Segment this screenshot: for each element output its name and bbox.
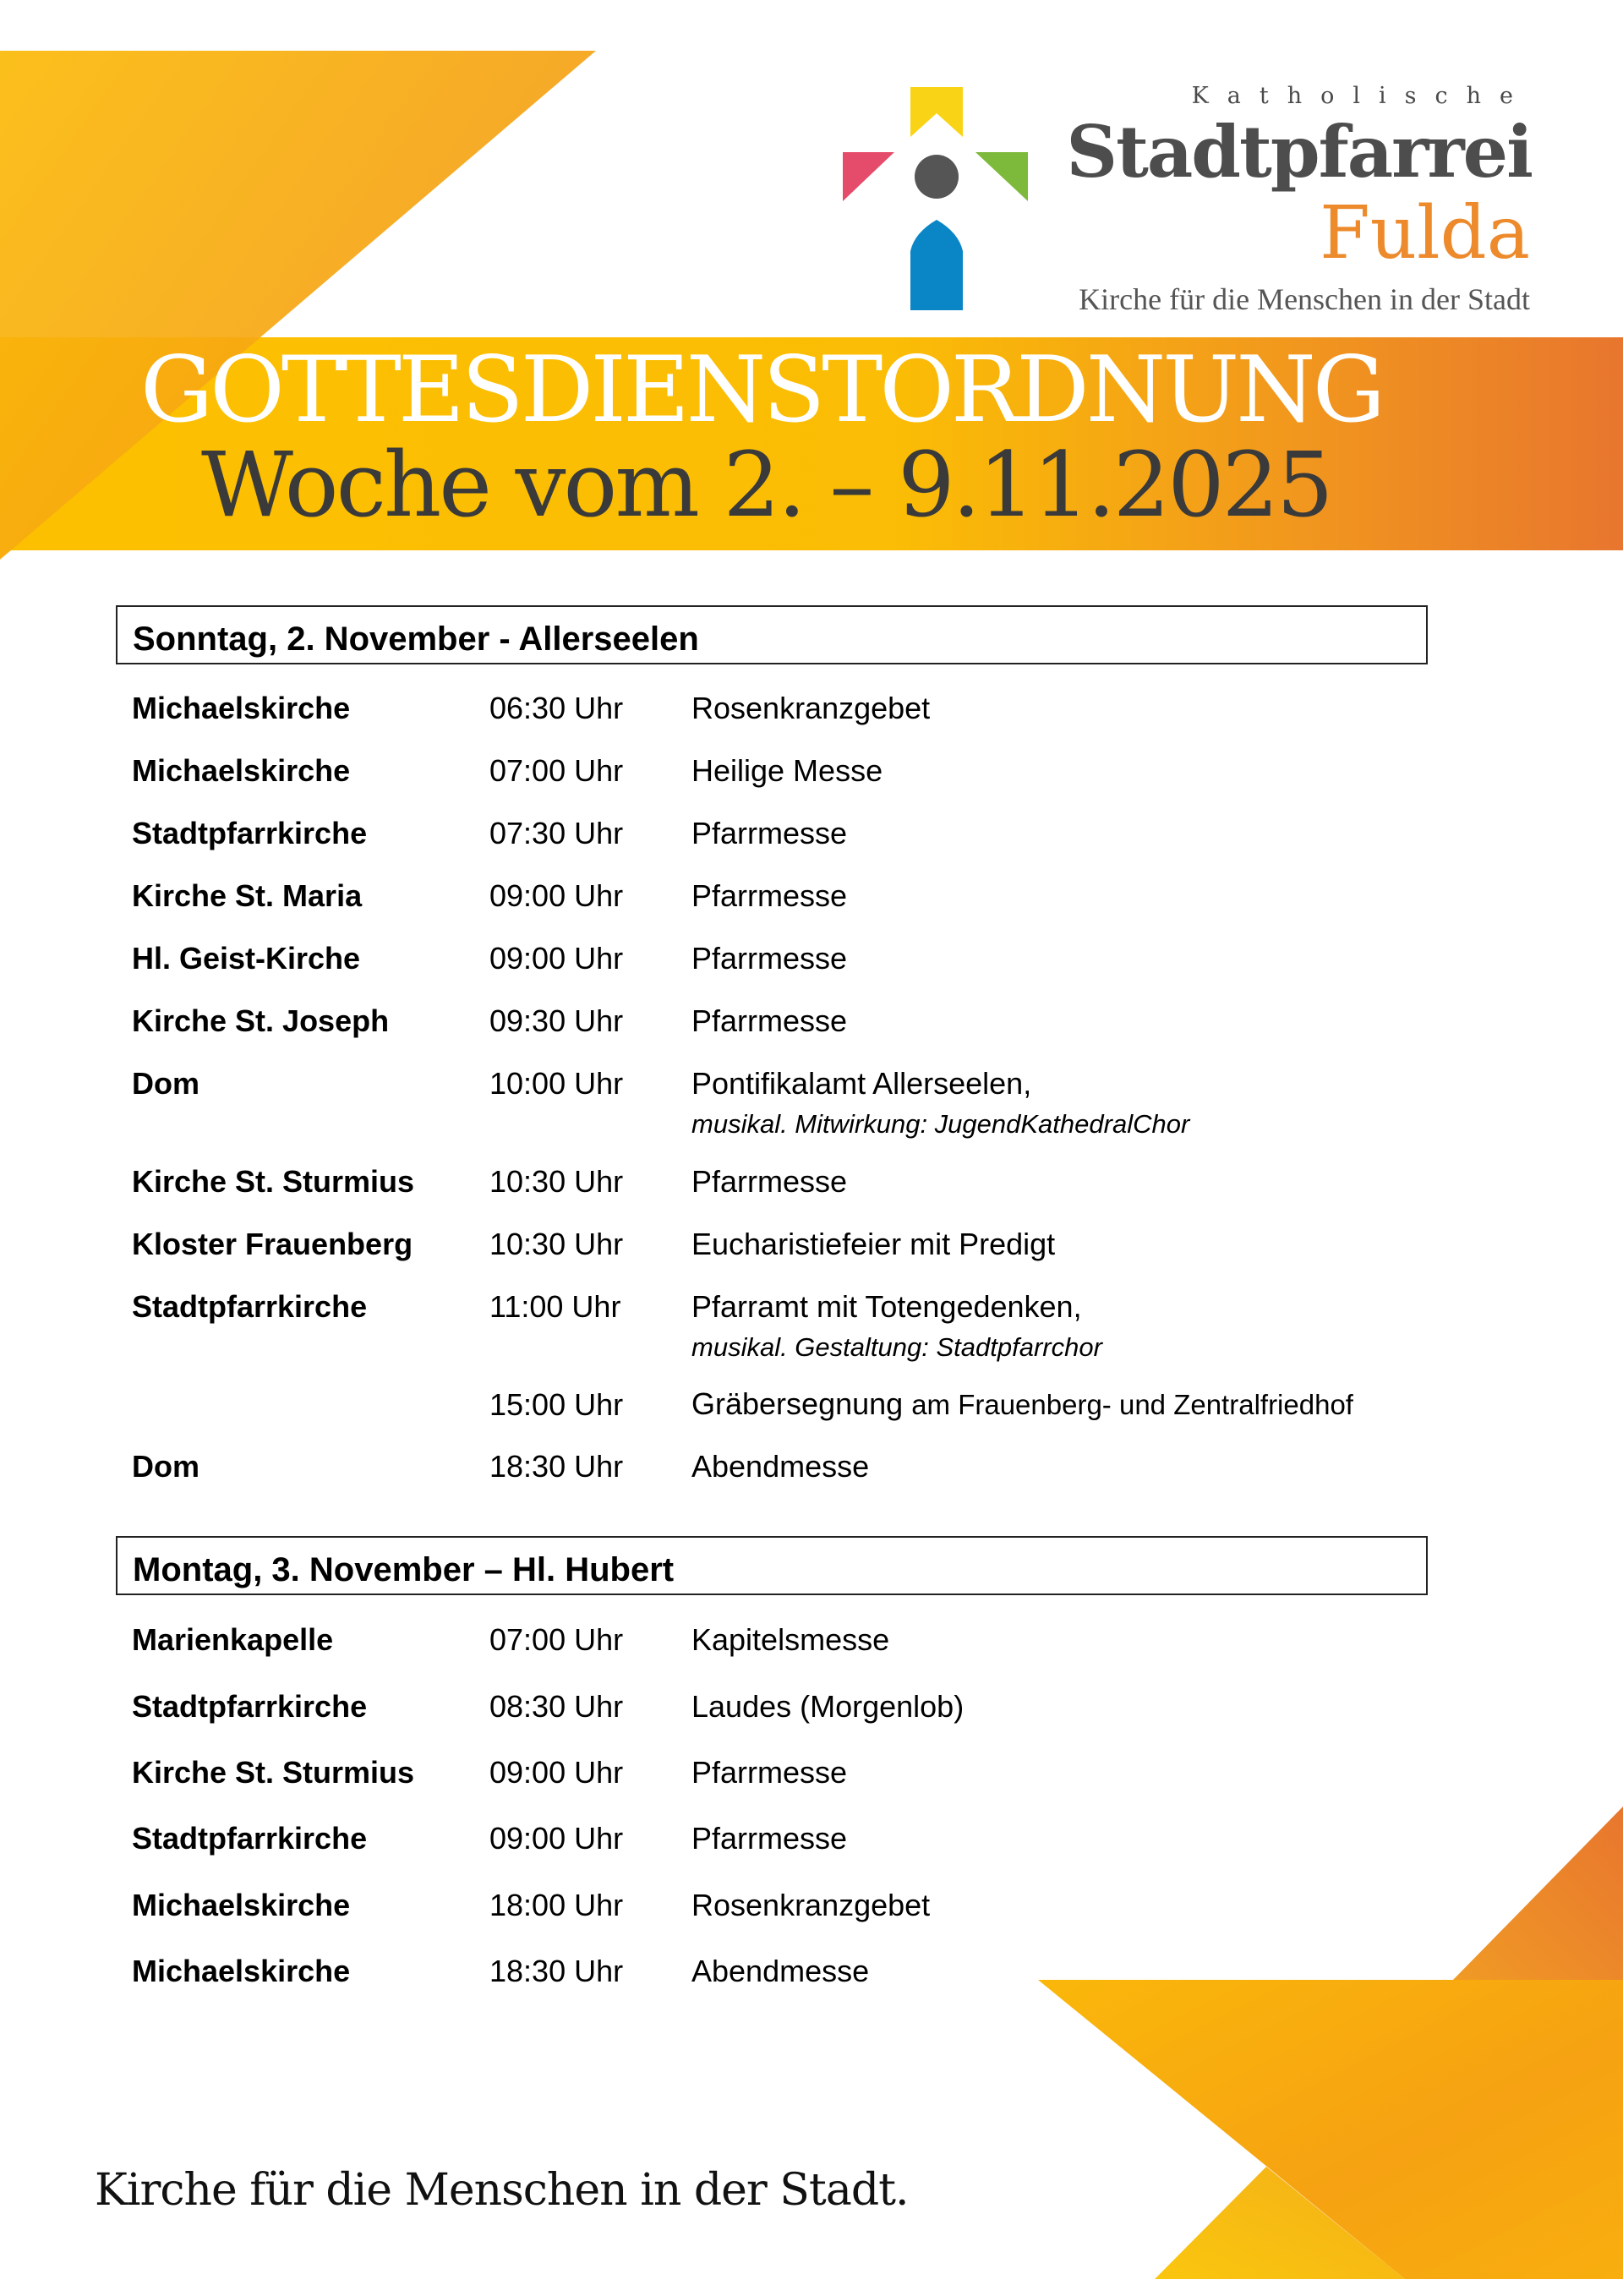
logo-green-right bbox=[975, 152, 1028, 201]
logo-yellow-top bbox=[910, 87, 963, 137]
schedule-row bbox=[0, 1754, 1623, 1791]
description: Pfarrmesse bbox=[691, 878, 848, 913]
description: Pfarrmesse bbox=[691, 1164, 848, 1199]
description: Pontifikalamt Allerseelen, bbox=[691, 1066, 1032, 1101]
description: Heilige Messe bbox=[691, 753, 883, 788]
time: 09:30 Uhr bbox=[489, 1003, 624, 1038]
description: Pfarramt mit Totengedenken, bbox=[691, 1289, 1082, 1324]
week-range: Woche vom 2. – 9.11.2025 bbox=[201, 433, 1331, 537]
time: 09:00 Uhr bbox=[489, 878, 624, 913]
location: Hl. Geist-Kirche bbox=[132, 941, 361, 976]
description-main: Gräbersegnung bbox=[691, 1386, 904, 1421]
location: Marienkapelle bbox=[132, 1622, 334, 1657]
location: Kirche St. Joseph bbox=[132, 1003, 390, 1038]
time: 15:00 Uhr bbox=[489, 1387, 624, 1422]
time: 09:00 Uhr bbox=[489, 1755, 624, 1790]
day-heading: Sonntag, 2. November - Allerseelen bbox=[133, 620, 699, 658]
time: 07:00 Uhr bbox=[489, 753, 624, 788]
schedule-row bbox=[0, 1003, 1623, 1040]
schedule-row bbox=[0, 877, 1623, 915]
time: 18:30 Uhr bbox=[489, 1954, 624, 1988]
schedule-row bbox=[0, 1688, 1623, 1725]
location: Michaelskirche bbox=[132, 1954, 351, 1988]
description: Kapitelsmesse bbox=[691, 1622, 890, 1657]
description: Eucharistiefeier mit Predigt bbox=[691, 1227, 1056, 1261]
location: Kirche St. Sturmius bbox=[132, 1755, 415, 1790]
schedule-row bbox=[0, 1621, 1623, 1659]
location: Stadtpfarrkirche bbox=[132, 1689, 368, 1724]
schedule-row bbox=[0, 1226, 1623, 1263]
music-note: musikal. Mitwirkung: JugendKathedralChor bbox=[691, 1109, 1190, 1139]
schedule-row bbox=[0, 752, 1623, 790]
location: Michaelskirche bbox=[132, 1888, 351, 1922]
description: Pfarrmesse bbox=[691, 1821, 848, 1856]
day-heading: Montag, 3. November – Hl. Hubert bbox=[133, 1551, 675, 1588]
location: Dom bbox=[132, 1066, 199, 1101]
schedule-row bbox=[0, 1065, 1623, 1102]
description: Pfarrmesse bbox=[691, 941, 848, 976]
time: 18:00 Uhr bbox=[489, 1888, 624, 1922]
time: 10:00 Uhr bbox=[489, 1066, 624, 1101]
location: Kirche St. Maria bbox=[132, 878, 363, 913]
time: 07:00 Uhr bbox=[489, 1622, 624, 1657]
page-title: GOTTESDIENSTORDNUNG bbox=[140, 337, 1383, 443]
schedule-row bbox=[0, 1820, 1623, 1857]
description bbox=[691, 1386, 1353, 1424]
time: 07:30 Uhr bbox=[489, 816, 624, 850]
description: Abendmesse bbox=[691, 1954, 870, 1988]
location: Stadtpfarrkirche bbox=[132, 816, 368, 850]
description-small: am Frauenberg- und Zentralfriedhof bbox=[911, 1389, 1353, 1420]
description: Rosenkranzgebet bbox=[691, 691, 931, 725]
location: Kloster Frauenberg bbox=[132, 1227, 413, 1261]
time: 10:30 Uhr bbox=[489, 1227, 624, 1261]
description: Rosenkranzgebet bbox=[691, 1888, 931, 1922]
cross-logo-icon bbox=[837, 83, 1035, 316]
schedule-row bbox=[0, 815, 1623, 852]
time: 06:30 Uhr bbox=[489, 691, 624, 725]
location: Stadtpfarrkirche bbox=[132, 1289, 368, 1324]
time: 10:30 Uhr bbox=[489, 1164, 624, 1199]
schedule-row bbox=[0, 1163, 1623, 1200]
location: Michaelskirche bbox=[132, 691, 351, 725]
time: 11:00 Uhr bbox=[489, 1289, 621, 1324]
description: Laudes (Morgenlob) bbox=[691, 1689, 965, 1724]
footer-slogan: Kirche für die Menschen in der Stadt. bbox=[95, 2165, 909, 2216]
schedule-row bbox=[0, 1386, 1623, 1424]
logo-fulda: Fulda bbox=[1320, 191, 1530, 276]
description: Pfarrmesse bbox=[691, 1755, 848, 1790]
logo-dot bbox=[915, 155, 959, 199]
description: Pfarrmesse bbox=[691, 816, 848, 850]
logo-stadtpfarrei: Stadtpfarrei bbox=[1066, 110, 1532, 194]
time: 09:00 Uhr bbox=[489, 941, 624, 976]
location: Dom bbox=[132, 1449, 199, 1484]
location: Kirche St. Sturmius bbox=[132, 1164, 415, 1199]
location: Michaelskirche bbox=[132, 753, 351, 788]
location: Stadtpfarrkirche bbox=[132, 1821, 368, 1856]
day-header-sunday bbox=[116, 605, 1428, 664]
logo-pink-left bbox=[843, 152, 894, 201]
schedule-row bbox=[0, 940, 1623, 977]
schedule-row bbox=[0, 1288, 1623, 1326]
schedule-row bbox=[0, 1887, 1623, 1924]
schedule-row bbox=[0, 1953, 1623, 1990]
schedule-row bbox=[0, 1448, 1623, 1485]
logo-tagline: Kirche für die Menschen in der Stadt bbox=[1079, 282, 1530, 316]
description: Pfarrmesse bbox=[691, 1003, 848, 1038]
schedule-row bbox=[0, 690, 1623, 727]
day-header-monday bbox=[116, 1536, 1428, 1595]
time: 08:30 Uhr bbox=[489, 1689, 624, 1724]
music-note: musikal. Gestaltung: Stadtpfarrchor bbox=[691, 1332, 1102, 1362]
time: 09:00 Uhr bbox=[489, 1821, 624, 1856]
description: Abendmesse bbox=[691, 1449, 870, 1484]
logo-katholische: Katholische bbox=[1191, 83, 1532, 109]
logo-blue-door bbox=[910, 220, 963, 310]
time: 18:30 Uhr bbox=[489, 1449, 624, 1484]
